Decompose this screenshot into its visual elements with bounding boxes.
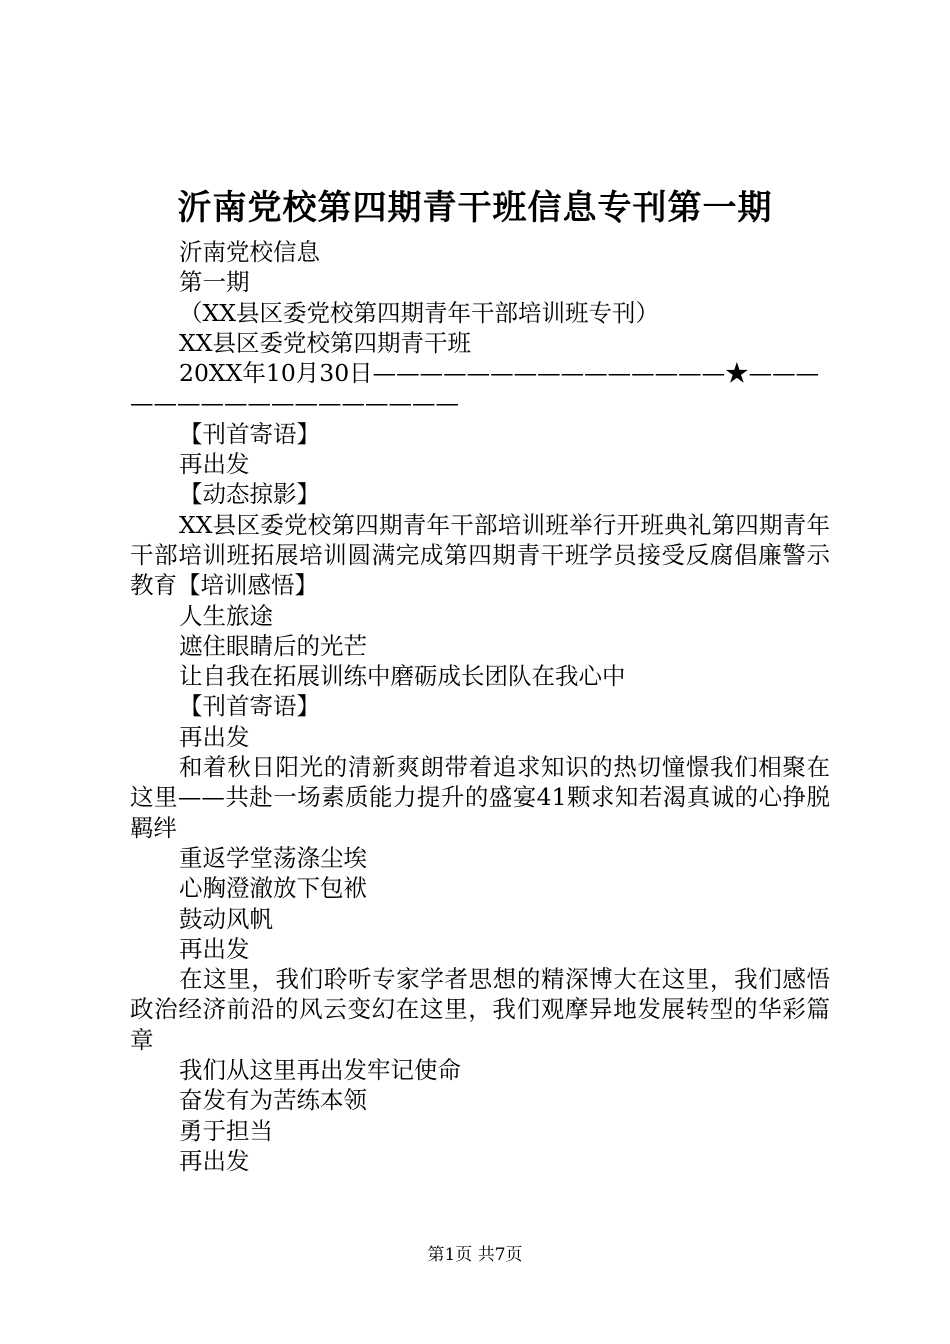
verse-line: 重返学堂荡涤尘埃 bbox=[179, 843, 367, 872]
body-paragraph: 和着秋日阳光的清新爽朗带着追求知识的热切憧憬我们相聚在这里——共赴一场素质能力提升的盛宴41颗求知若渴真诚的心挣脱羁绊 bbox=[130, 753, 830, 842]
body-paragraph: 在这里，我们聆听专家学者思想的精深博大在这里，我们感悟政治经济前沿的风云变幻在这里，我们观摩异地发展转型的华彩篇章 bbox=[130, 965, 830, 1054]
news-paragraph: XX县区委党校第四期青年干部培训班举行开班典礼第四期青年干部培训班拓展培训圆满完成第四期青干班学员接受反腐倡廉警示教育【培训感悟】 bbox=[130, 510, 830, 600]
page-footer: 第1页 共7页 bbox=[427, 1245, 523, 1265]
section-heading-foreword: 【刊首寄语】 bbox=[179, 419, 320, 448]
source-line: 沂南党校信息 bbox=[179, 238, 320, 266]
verse-line: 我们从这里再出发牢记使命 bbox=[179, 1056, 461, 1085]
insight-item: 人生旅途 bbox=[179, 601, 273, 630]
issue-line: 第一期 bbox=[179, 268, 250, 297]
sponsor-line: XX县区委党校第四期青干班 bbox=[179, 328, 471, 357]
verse-line: 勇于担当 bbox=[179, 1116, 273, 1145]
verse-line: 鼓动风帆 bbox=[179, 904, 273, 933]
divider-line: —————————————— bbox=[130, 389, 459, 418]
document-title: 沂南党校第四期青干班信息专刊第一期 bbox=[177, 188, 773, 228]
foreword-title: 再出发 bbox=[179, 722, 250, 751]
date-line: 20XX年10月30日———————————————★——— bbox=[179, 359, 820, 388]
special-issue-line: （XX县区委党校第四期青年干部培训班专刊） bbox=[179, 298, 659, 327]
document-body bbox=[130, 237, 830, 1176]
verse-line: 心胸澄澈放下包袱 bbox=[179, 874, 367, 903]
verse-line: 再出发 bbox=[179, 934, 250, 963]
insight-item: 让自我在拓展训练中磨砺成长团队在我心中 bbox=[179, 662, 626, 691]
foreword-title: 再出发 bbox=[179, 450, 250, 479]
insight-item: 遮住眼睛后的光芒 bbox=[179, 631, 367, 660]
verse-line: 奋发有为苦练本领 bbox=[179, 1086, 367, 1115]
section-heading-foreword: 【刊首寄语】 bbox=[179, 692, 320, 721]
verse-line: 再出发 bbox=[179, 1146, 250, 1175]
section-heading-news: 【动态掠影】 bbox=[179, 480, 320, 509]
